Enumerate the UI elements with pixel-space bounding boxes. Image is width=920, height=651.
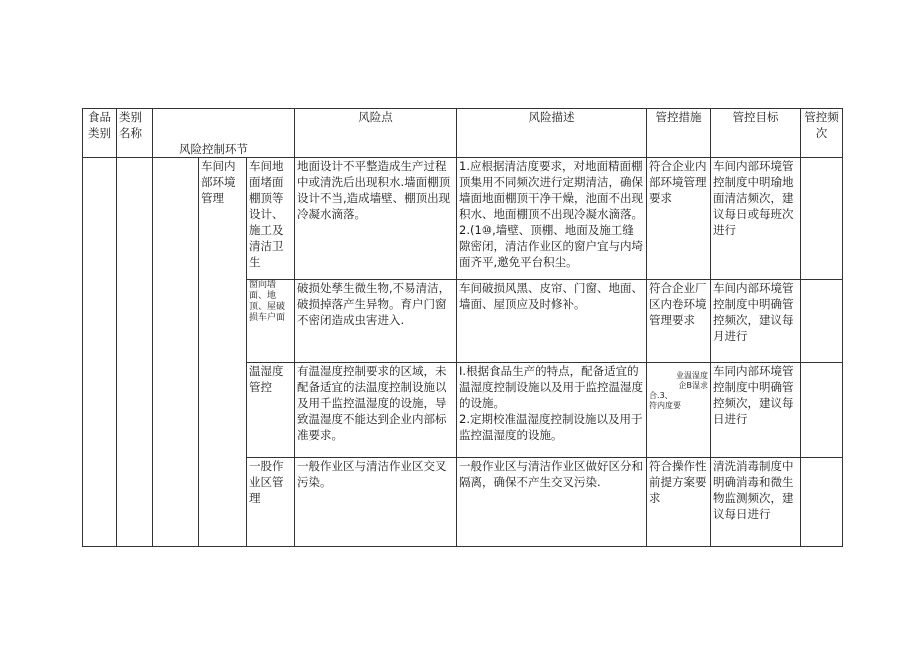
header-risk-point-label: 风险点 <box>358 110 393 124</box>
risk-point-cell: 窗向墙面、地顶、屋破损车户面 <box>247 280 295 363</box>
responsible-cell <box>801 158 843 280</box>
control-target-fragment: 符内度要 <box>649 401 682 410</box>
category-name-cell <box>117 158 153 547</box>
section-cell: 车间内部环境管理 <box>199 158 247 547</box>
control-target-fragment: 合.3、 <box>649 391 673 400</box>
header-risk-link: 风险控制环节 <box>153 109 295 158</box>
risk-description-cell: 破损处孳生微生物,不易清洁，破损掉落产生异物。育户门窗不密闭造成虫害进入. <box>295 280 457 363</box>
control-measure-item: I.根据食品生产的特点，配备适宜的温湿度控制设施以及用于监控温湿度的设施。 <box>459 364 644 410</box>
risk-point-cell: 温湿度管控 <box>247 363 295 458</box>
table-row <box>83 158 843 280</box>
responsible-cell <box>801 458 843 547</box>
blank-cell <box>153 158 199 547</box>
risk-description-cell: 地面设计不平整造成生产过程中或清洗后出现积水.墙面棚顶设计不当,造成墙壁、棚顶出现冷凝水滴落。 <box>295 158 457 280</box>
risk-control-table <box>82 108 843 547</box>
control-target-cell: 符合企业厂区内卷环境管理要求 <box>647 280 711 363</box>
control-frequency-cell: 车同内部环境管控制度中明确管控频次，建议每日进行 <box>711 363 801 458</box>
risk-point-cell: 一股作业区管理 <box>247 458 295 547</box>
control-measures-cell: 车间破损风黑、皮帘、门窗、地面、墙面、屋顶应及时修补。 <box>457 280 647 363</box>
header-category-name: 类别名称 <box>117 109 153 158</box>
control-measures-cell: 1.应根据清洁度要求，对地面精面棚顶集用不同频次进行定期清洁，确保墙面地面棚顶干净干燥，池面不出现积水、地面棚顶不出现冷凝水滴落。2.(1⑩,墙壁、顶棚、地面及施工缝隙密闭，清洁作业区的窗户宜与内埼面齐平,邀免平台积尘。 <box>457 158 647 280</box>
responsible-cell <box>801 280 843 363</box>
control-frequency-cell: 车间内部环境管控制度中明确管控频次，建议每月进行 <box>711 280 801 363</box>
risk-description-cell: 有温湿度控制要求的区域，未配备适宜的法温度控制设施以及用千监控温湿度的设施，导致温湿度不能达到企业内部标准要求。 <box>295 363 457 458</box>
control-measures-cell: 一般作业区与清洁作业区做好区分和隔离，确保不产生交叉污染. <box>457 458 647 547</box>
header-risk-point <box>295 109 457 158</box>
risk-description-cell: 一般作业区与清洁作业区交叉污染。 <box>295 458 457 547</box>
risk-point-cell: 车间地面堵面棚顶等设计、施工及清洁卫生 <box>247 158 295 280</box>
responsible-cell <box>801 363 843 458</box>
control-frequency-cell: 车间内部环境管控制度中明瑜地面清洁频次，建议每日或每班次进行 <box>711 158 801 280</box>
control-target-fragment: 业温湿度 <box>676 371 709 380</box>
control-measures-cell <box>457 363 647 458</box>
header-risk-description: 风险描述 <box>457 109 647 158</box>
control-target-fragment: 企B湿求 <box>678 381 709 390</box>
header-control-measures: 管控措施 <box>647 109 711 158</box>
header-food-category: 食品类别 <box>83 109 117 158</box>
food-category-cell <box>83 158 117 547</box>
header-control-frequency: 管控频次 <box>801 109 843 158</box>
control-target-cell: 符合操作性前提方案要求 <box>647 458 711 547</box>
control-target-cell: 符合企业内部环境管理要求 <box>647 158 711 280</box>
control-measure-item: 2.定期校准温湿度控制设施以及用于监控温湿度的设施。 <box>459 412 643 442</box>
header-row <box>83 109 843 158</box>
header-control-target: 管控目标 <box>711 109 801 158</box>
control-frequency-cell: 清洗消毒制度中明确消毒和微生物监测频次，建议每日进行 <box>711 458 801 547</box>
control-target-cell <box>647 363 711 458</box>
